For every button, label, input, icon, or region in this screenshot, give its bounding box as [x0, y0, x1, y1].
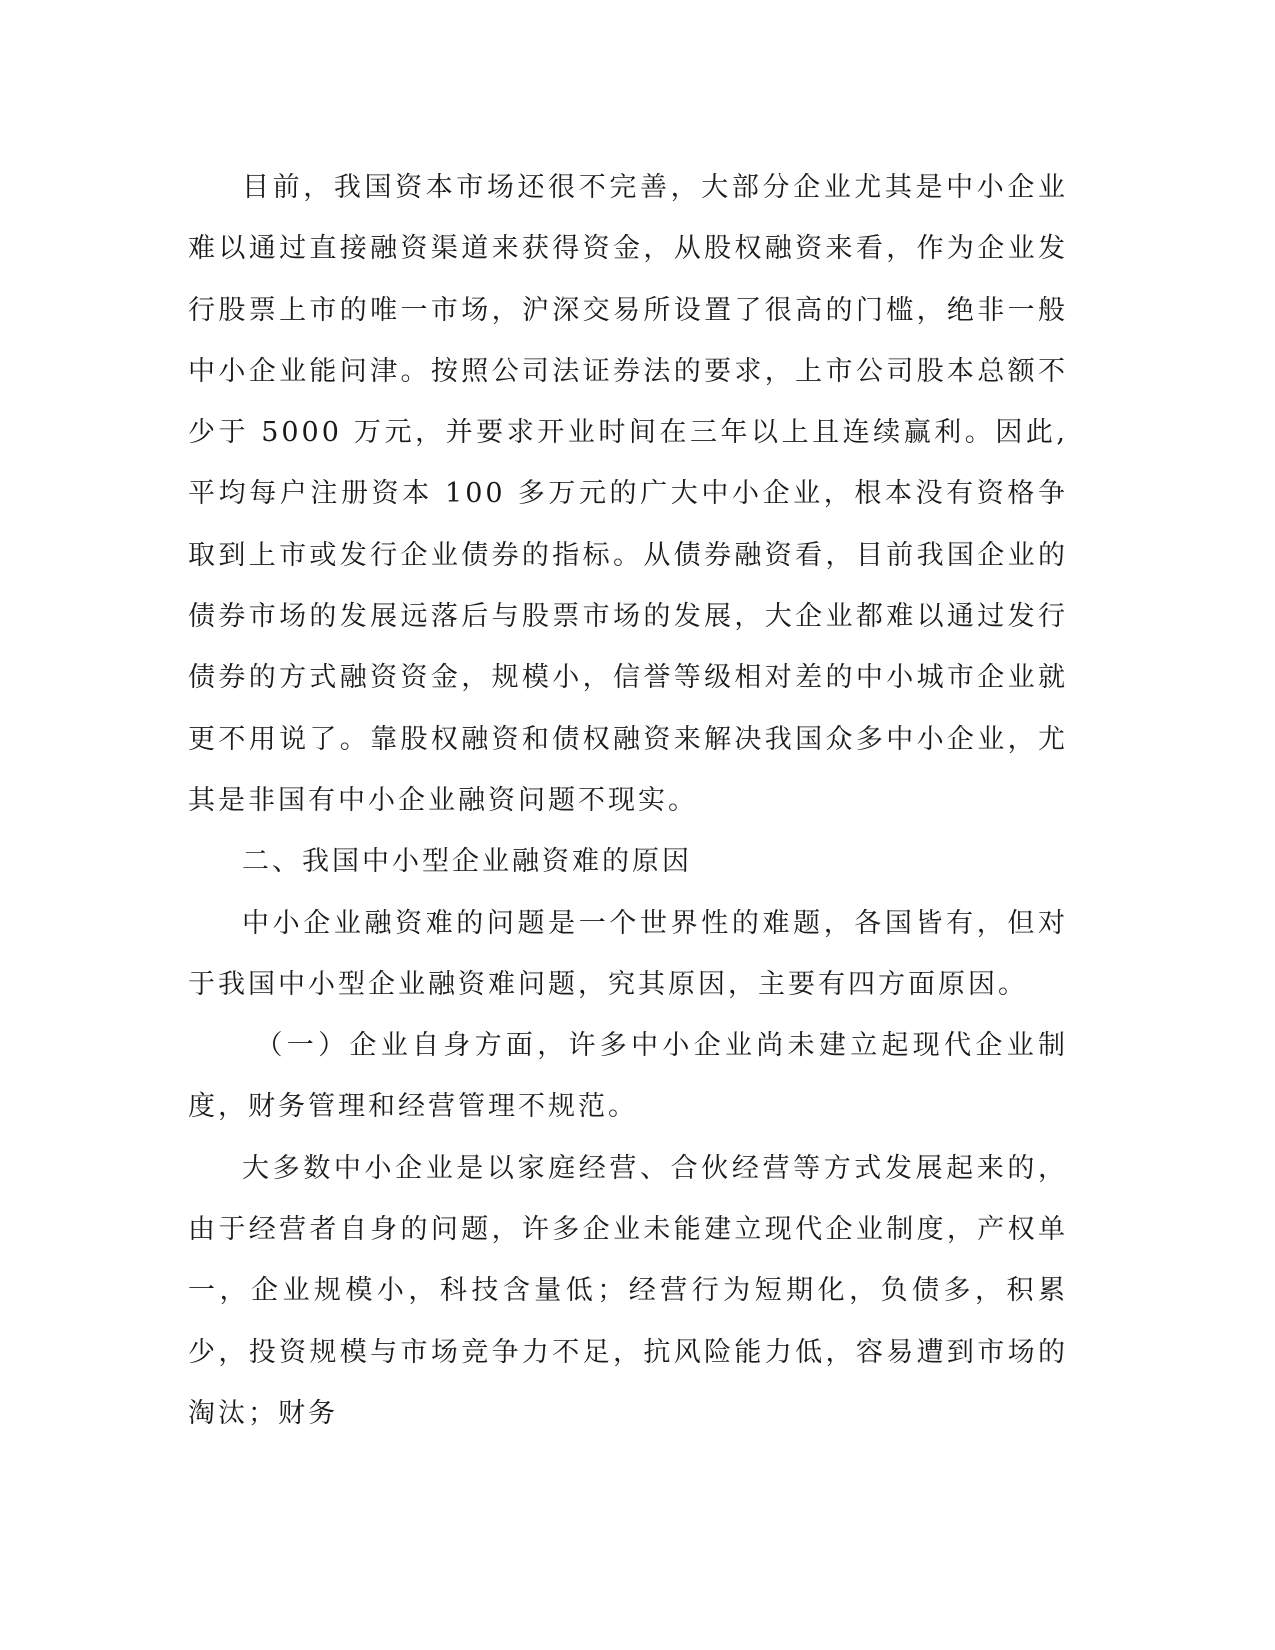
- document-body: [188, 157, 1068, 1444]
- paragraph-capital-market: 目前，我国资本市场还很不完善，大部分企业尤其是中小企业难以通过直接融资渠道来获得资金，从股权融资来看，作为企业发行股票上市的唯一市场，沪深交易所设置了很高的门槛，绝非一般中小企业能问津。按照公司法证券法的要求，上市公司股本总额不少于 5000 万元，并要求开业时间在三年以上且连续赢利。因此,平均每户注册资本 100 多万元的广大中小企业，根本没有资格争取到上市或发行企业债券的指标。从债券融资看，目前我国企业的债券市场的发展远落后与股票市场的发展，大企业都难以通过发行债券的方式融资资金，规模小，信誉等级相对差的中小城市企业就更不用说了。靠股权融资和债权融资来解决我国众多中小企业，尤其是非国有中小企业融资问题不现实。: [188, 172, 1068, 816]
- subheading-enterprise-itself: （一）企业自身方面，许多中小企业尚未建立起现代企业制度，财务管理和经营管理不规范。: [188, 1030, 1068, 1123]
- section-heading-causes: 二、我国中小型企业融资难的原因: [242, 846, 692, 878]
- paragraph-global-problem: 中小企业融资难的问题是一个世界性的难题，各国皆有，但对于我国中小型企业融资难问题，究其原因，主要有四方面原因。: [188, 907, 1068, 1000]
- paragraph-family-business: 大多数中小企业是以家庭经营、合伙经营等方式发展起来的，由于经营者自身的问题，许多企业未能建立现代企业制度，产权单一，企业规模小，科技含量低；经营行为短期化，负债多，积累少，投资规模与市场竞争力不足，抗风险能力低，容易遭到市场的淘汰；财务: [188, 1152, 1068, 1429]
